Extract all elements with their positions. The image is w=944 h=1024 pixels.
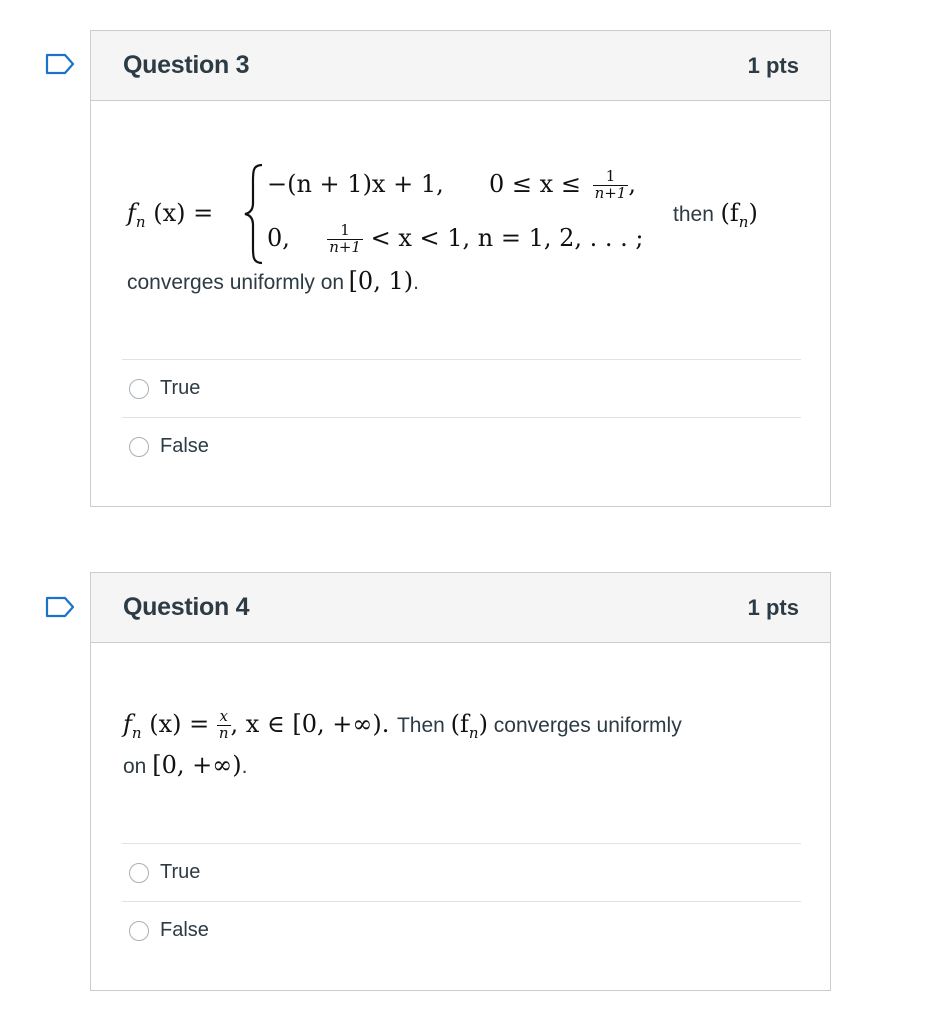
answer-option-true[interactable]: [122, 359, 801, 417]
flag-question-4-icon[interactable]: [45, 596, 75, 618]
question-3-answers: [122, 359, 801, 475]
question-points: 1 pts: [747, 594, 799, 620]
piecewise-brace: [243, 163, 265, 265]
radio-unchecked-icon[interactable]: [129, 437, 149, 457]
stem-then: then $(f_n)$: [673, 199, 758, 231]
question-4-card: [90, 572, 831, 991]
answer-option-false[interactable]: [122, 417, 801, 475]
case-1: −(n + 1)x + 1, 0 ≤ x ≤ $\frac{1}{n+1}$ ,: [267, 167, 636, 202]
answer-label: False: [160, 919, 209, 941]
question-3-stem: [127, 159, 807, 269]
question-title: Question 4: [123, 593, 250, 621]
question-points: 1 pts: [747, 52, 799, 78]
question-3-header: [91, 31, 830, 101]
question-4-stem-line-2: on [0, +∞).: [123, 751, 248, 779]
answer-option-true[interactable]: [122, 843, 801, 901]
answer-label: False: [160, 435, 209, 457]
answer-option-false[interactable]: [122, 901, 801, 959]
question-4-header: [91, 573, 830, 643]
question-4-stem-line-1: $f_n$ (x) = $\frac{x}{n}$ , x ∈ [0, +∞). Then $(f_n)$ converges uniformly: [123, 707, 682, 742]
stem-lhs: $f_n$ (x) =: [127, 199, 214, 231]
question-3-stem-line-2: converges uniformly on [0, 1).: [127, 267, 419, 295]
radio-unchecked-icon[interactable]: [129, 921, 149, 941]
radio-unchecked-icon[interactable]: [129, 379, 149, 399]
question-3-body: [91, 101, 830, 506]
question-4-body: [91, 643, 830, 990]
answer-label: True: [160, 377, 201, 399]
answer-label: True: [160, 861, 201, 883]
radio-unchecked-icon[interactable]: [129, 863, 149, 883]
flag-question-3-icon[interactable]: [45, 53, 75, 75]
case-2: 0, $\frac{1}{n+1}$ < x < 1, n = 1, 2, . . . ;: [267, 221, 644, 256]
question-4-answers: [122, 843, 801, 959]
question-title: Question 3: [123, 51, 250, 79]
question-3-card: [90, 30, 831, 507]
